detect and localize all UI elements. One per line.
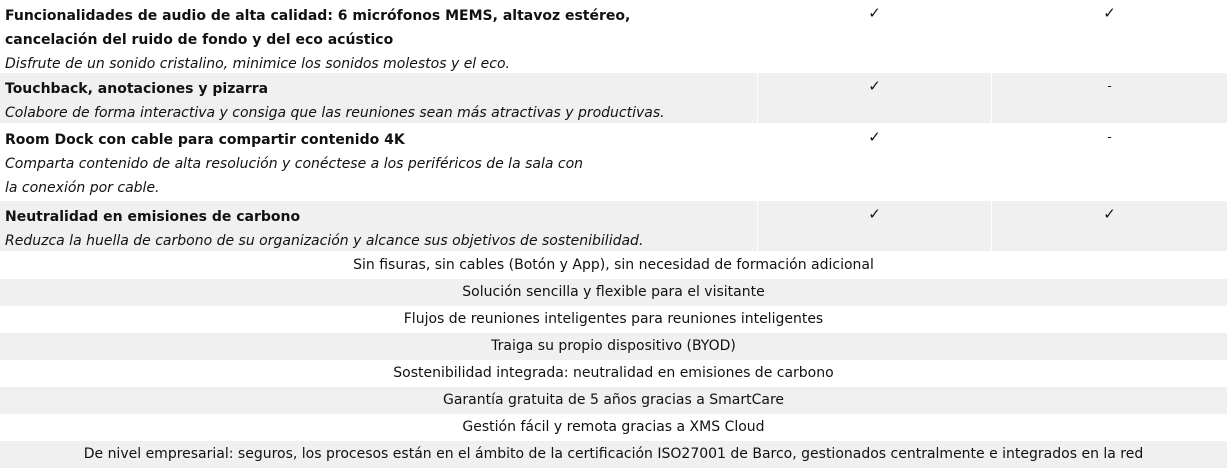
- feature-title-line: Funcionalidades de audio de alta calidad: 6 micrófonos MEMS, altavoz estéreo,: [5, 8, 631, 24]
- feature-row: [0, 124, 1227, 201]
- feature-row: [0, 0, 1227, 73]
- col-a-value: ✓: [758, 124, 992, 200]
- feature-description-line: Colabore de forma interactiva y consiga que las reuniones sean más atractivas y productivas.: [5, 105, 665, 121]
- feature-row: [0, 73, 1227, 124]
- feature-title-line: Touchback, anotaciones y pizarra: [5, 81, 269, 97]
- feature-title-line: cancelación del ruido de fondo y del eco acústico: [5, 32, 394, 48]
- col-b-value: ✓: [992, 201, 1227, 251]
- col-b-value: -: [1107, 130, 1112, 144]
- feature-description: [5, 152, 751, 200]
- col-a-value: ✓: [758, 201, 992, 251]
- feature-cell: [0, 0, 758, 72]
- feature-title: [5, 4, 751, 52]
- col-a-value: ✓: [758, 73, 992, 123]
- summary-row: Sostenibilidad integrada: neutralidad en emisiones de carbono: [393, 365, 834, 381]
- feature-cell: [0, 73, 758, 123]
- feature-title: [5, 128, 751, 152]
- col-a-value: ✓: [758, 0, 992, 72]
- feature-description-line: Reduzca la huella de carbono de su organización y alcance sus objetivos de sostenibilidad.: [5, 233, 644, 249]
- summary-row: Sin fisuras, sin cables (Botón y App), sin necesidad de formación adicional: [353, 257, 874, 273]
- summary-row: Traiga su propio dispositivo (BYOD): [0, 333, 1227, 360]
- feature-description-line: Disfrute de un sonido cristalino, minimice los sonidos molestos y el eco.: [5, 56, 510, 72]
- summary-row: De nivel empresarial: seguros, los procesos están en el ámbito de la certificación ISO27001 de Barco, gestionados centralmente e integrados en la red: [0, 441, 1227, 468]
- feature-title: [5, 205, 751, 229]
- summary-row: Flujos de reuniones inteligentes para reuniones inteligentes: [403, 311, 824, 327]
- feature-title: [5, 77, 751, 101]
- col-b-value: ✓: [1103, 4, 1116, 22]
- feature-description-line: la conexión por cable.: [5, 180, 160, 196]
- feature-cell: [0, 124, 758, 200]
- feature-description-line: Comparta contenido de alta resolución y conéctese a los periféricos de la sala con: [5, 156, 584, 172]
- feature-title-line: Neutralidad en emisiones de carbono: [5, 209, 301, 225]
- feature-cell: [0, 201, 758, 251]
- summary-row: Garantía gratuita de 5 años gracias a SmartCare: [0, 387, 1227, 414]
- col-b-value: -: [992, 73, 1227, 123]
- feature-title-line: Room Dock con cable para compartir contenido 4K: [5, 132, 405, 148]
- summary-row: Solución sencilla y flexible para el visitante: [0, 279, 1227, 306]
- feature-row: [0, 201, 1227, 252]
- feature-description: [5, 229, 751, 253]
- feature-description: [5, 101, 751, 125]
- summary-row: Gestión fácil y remota gracias a XMS Cloud: [462, 419, 765, 435]
